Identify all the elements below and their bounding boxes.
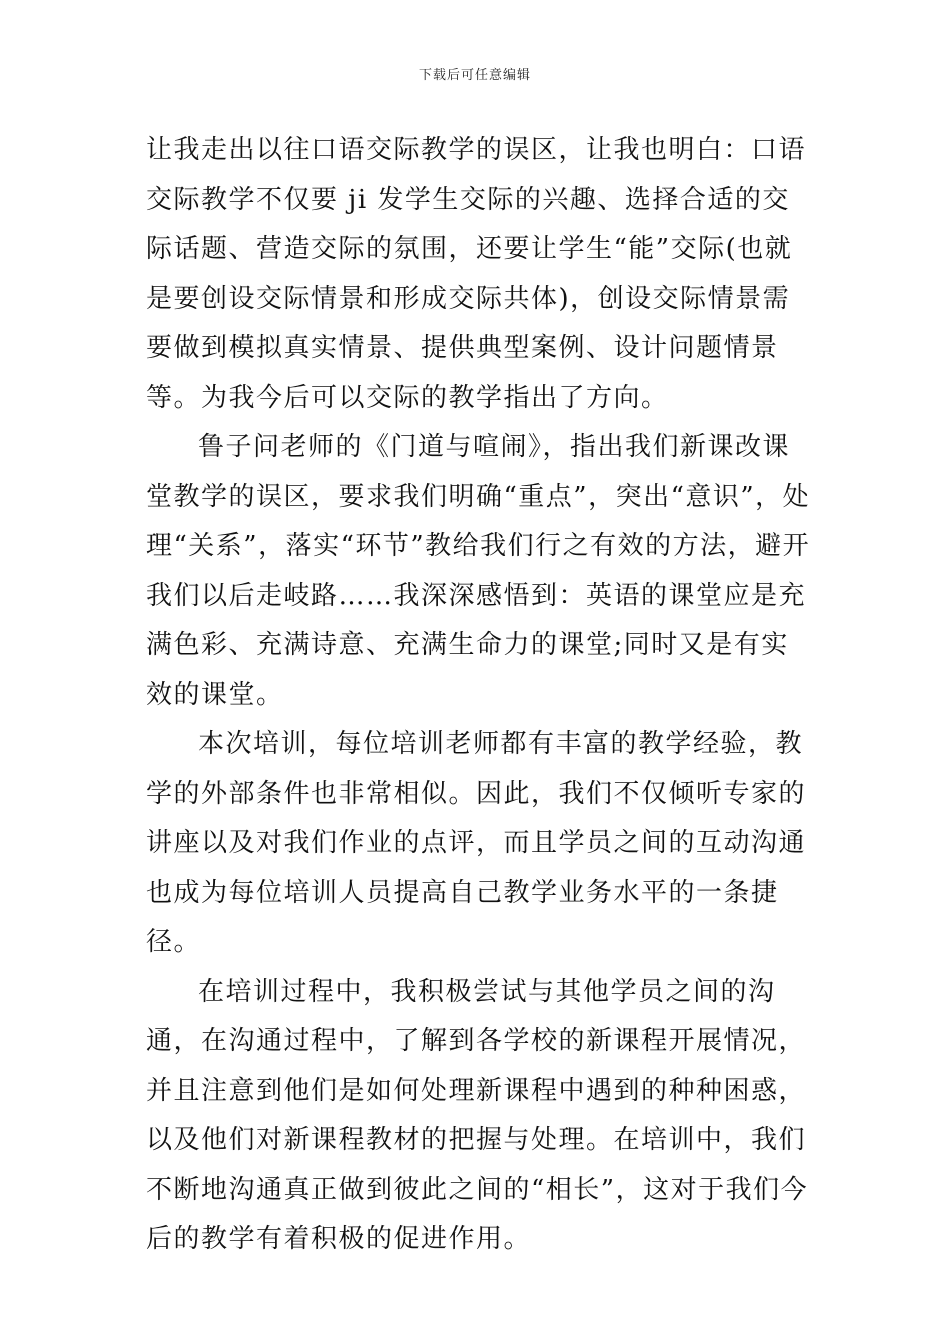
paragraph-1: 让我走出以往口语交际教学的误区，让我也明白：口语交际教学不仅要 ji 发学生交际的兴趣、选择合适的交际话题、营造交际的氛围，还要让学生“能”交际(也就是要创设交际情景和形成交际共体)，创设交际情景需要做到模拟真实情景、提供典型案例、设计问题情景等。为我今后可以交际的教学指出了方向。	[146, 135, 807, 413]
paragraph-3: 本次培训，每位培训老师都有丰富的教学经验，教学的外部条件也非常相似。因此，我们不仅倾听专家的讲座以及对我们作业的点评，而且学员之间的互动沟通也成为每位培训人员提高自己教学业务水平的一条捷径。	[146, 729, 807, 957]
paragraph-2: 鲁子问老师的《门道与喧闹》，指出我们新课改课堂教学的误区，要求我们明确“重点”，突出“意识”，处理“关系”，落实“环节”教给我们行之有效的方法，避开我们以后走岐路……我深深感悟到：英语的课堂应是充满色彩、充满诗意、充满生命力的课堂;同时又是有实效的课堂。	[146, 432, 811, 710]
document-body	[146, 126, 816, 1265]
paragraph-4: 在培训过程中，我积极尝试与其他学员之间的沟通，在沟通过程中，了解到各学校的新课程开展情况，并且注意到他们是如何处理新课程中遇到的种种困惑，以及他们对新课程教材的把握与处理。在培训中，我们不断地沟通真正做到彼此之间的“相长”，这对于我们今后的教学有着积极的促进作用。	[146, 976, 809, 1254]
page-header: 下载后可任意编辑	[418, 68, 531, 83]
